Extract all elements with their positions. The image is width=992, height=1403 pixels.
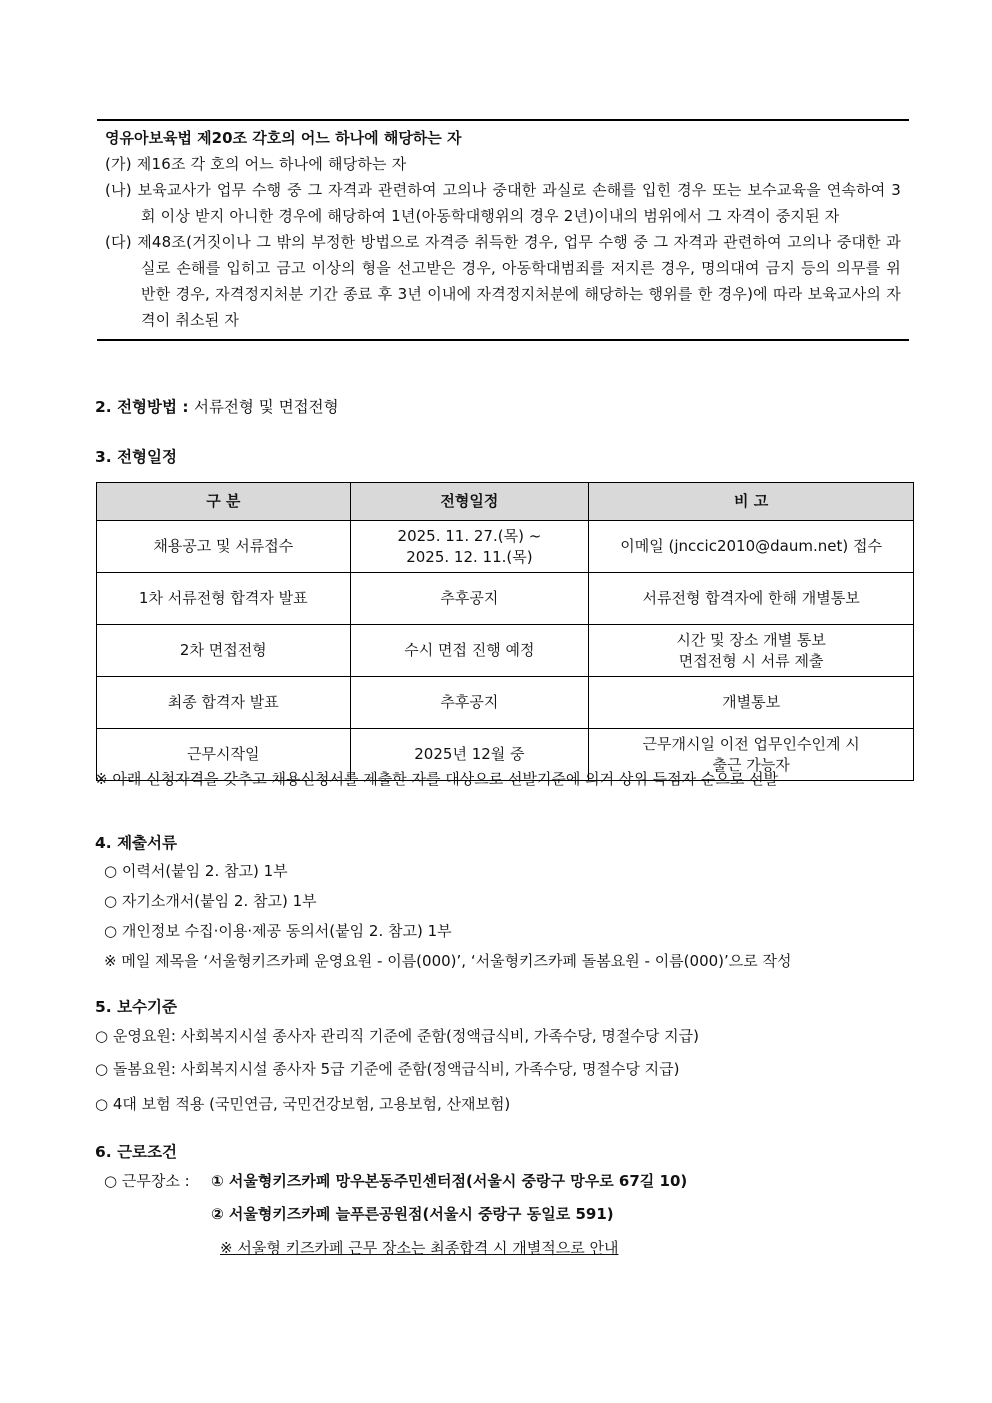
workplace-note: ※ 서울형 키즈카페 근무 장소는 최종합격 시 개별적으로 안내 [220, 1239, 619, 1257]
row-note: 이메일 (jnccic2010@daum.net) 접수 [589, 521, 914, 573]
row-note [589, 625, 914, 677]
table-row [97, 573, 914, 625]
row-schedule: 추후공지 [350, 573, 589, 625]
disqualification-title: 영유아보육법 제20조 각호의 어느 하나에 해당하는 자 [105, 129, 462, 147]
email-subject-note: ※ 메일 제목을 ‘서울형키즈카페 운영요원 - 이름(000)’, ‘서울형키즈카페 돌봄요원 - 이름(000)’으로 작성 [104, 952, 792, 970]
section-6-heading: 6. 근로조건 [95, 1143, 177, 1161]
schedule-line: 2025. 12. 11.(목) [406, 547, 533, 566]
disqualification-item-ga: (가) 제16조 각 호의 어느 하나에 해당하는 자 [105, 155, 407, 173]
section-2-text: 서류전형 및 면접전형 [193, 398, 339, 416]
row-schedule: 수시 면접 진행 예정 [350, 625, 589, 677]
pay-item-operator: ○ 운영요원: 사회복지시설 종사자 관리직 기준에 준함(정액급식비, 가족수당, 명절수당 지급) [95, 1027, 699, 1045]
row-category: 최종 합격자 발표 [97, 677, 351, 729]
section-4-heading: 4. 제출서류 [95, 834, 177, 852]
row-category: 채용공고 및 서류접수 [97, 521, 351, 573]
workplace-2: ② 서울형키즈카페 늘푸른공원점(서울시 중랑구 동일로 591) [211, 1205, 614, 1223]
note-line: 면접전형 시 서류 제출 [678, 651, 824, 670]
schedule-footnote: ※ 아래 신청자격을 갖추고 채용신청서를 제출한 자를 대상으로 선발기준에 의거 상위 득점자 순으로 선발 [95, 770, 779, 788]
disqualification-box [97, 119, 909, 341]
document-item-resume: ○ 이력서(붙임 2. 참고) 1부 [104, 862, 288, 880]
document-item-self-intro: ○ 자기소개서(붙임 2. 참고) 1부 [104, 892, 317, 910]
row-schedule: 2025년 12월 중 [350, 729, 589, 781]
row-note: 서류전형 합격자에 한해 개별통보 [589, 573, 914, 625]
schedule-table [96, 482, 914, 781]
row-note: 개별통보 [589, 677, 914, 729]
workplace-1: ① 서울형키즈카페 망우본동주민센터점(서울시 중랑구 망우로 67길 10) [211, 1172, 688, 1190]
section-2-heading [95, 395, 339, 417]
table-row [97, 521, 914, 573]
row-schedule: 추후공지 [350, 677, 589, 729]
disqualification-item-da: (다) 제48조(거짓이나 그 밖의 부정한 방법으로 자격증 취득한 경우, 업무 수행 중 그 자격과 관련하여 고의나 중대한 과실로 손해를 입히고 금고 이상의 형을 선고받은 경우, 아동학대범죄를 저지른 경우, 명의대여 금지 등의 의무를 위반한 경우, 자격정지처분 기간 종료 후 3년 이내에 자격정지처분에 해당하는 행위를 한 경우)에 따라 보육교사의 자격이 취소된 자 [105, 233, 901, 329]
row-category: 1차 서류전형 합격자 발표 [97, 573, 351, 625]
section-3-heading: 3. 전형일정 [95, 448, 177, 466]
column-header-note: 비 고 [589, 483, 914, 521]
table-row [97, 677, 914, 729]
pay-item-insurance: ○ 4대 보험 적용 (국민연금, 국민건강보험, 고용보험, 산재보험) [95, 1095, 511, 1113]
column-header-category: 구 분 [97, 483, 351, 521]
pay-item-caregiver: ○ 돌봄요원: 사회복지시설 종사자 5급 기준에 준함(정액급식비, 가족수당, 명절수당 지급) [95, 1060, 680, 1078]
section-5-heading: 5. 보수기준 [95, 998, 177, 1016]
row-category: 2차 면접전형 [97, 625, 351, 677]
table-row [97, 625, 914, 677]
schedule-line: 2025. 11. 27.(목) ~ [397, 526, 542, 545]
column-header-schedule: 전형일정 [350, 483, 589, 521]
document-item-privacy-consent: ○ 개인정보 수집·이용·제공 동의서(붙임 2. 참고) 1부 [104, 922, 452, 940]
schedule-header-row [97, 483, 914, 521]
workplace-label: ○ 근무장소 : [104, 1172, 190, 1190]
disqualification-item-na: (나) 보육교사가 업무 수행 중 그 자격과 관련하여 고의나 중대한 과실로 손해를 입힌 경우 또는 보수교육을 연속하여 3회 이상 받지 아니한 경우에 해당하여 1년(아동학대행위의 경우 2년)이내의 범위에서 그 자격이 중지된 자 [105, 181, 901, 225]
note-line: 시간 및 장소 개별 통보 [676, 630, 826, 649]
row-schedule [350, 521, 589, 573]
section-2-title: 2. 전형방법 : [95, 398, 189, 416]
row-category: 근무시작일 [97, 729, 351, 781]
note-line: 출근 가능자 [712, 755, 790, 774]
note-line: 근무개시일 이전 업무인수인계 시 [642, 734, 860, 753]
